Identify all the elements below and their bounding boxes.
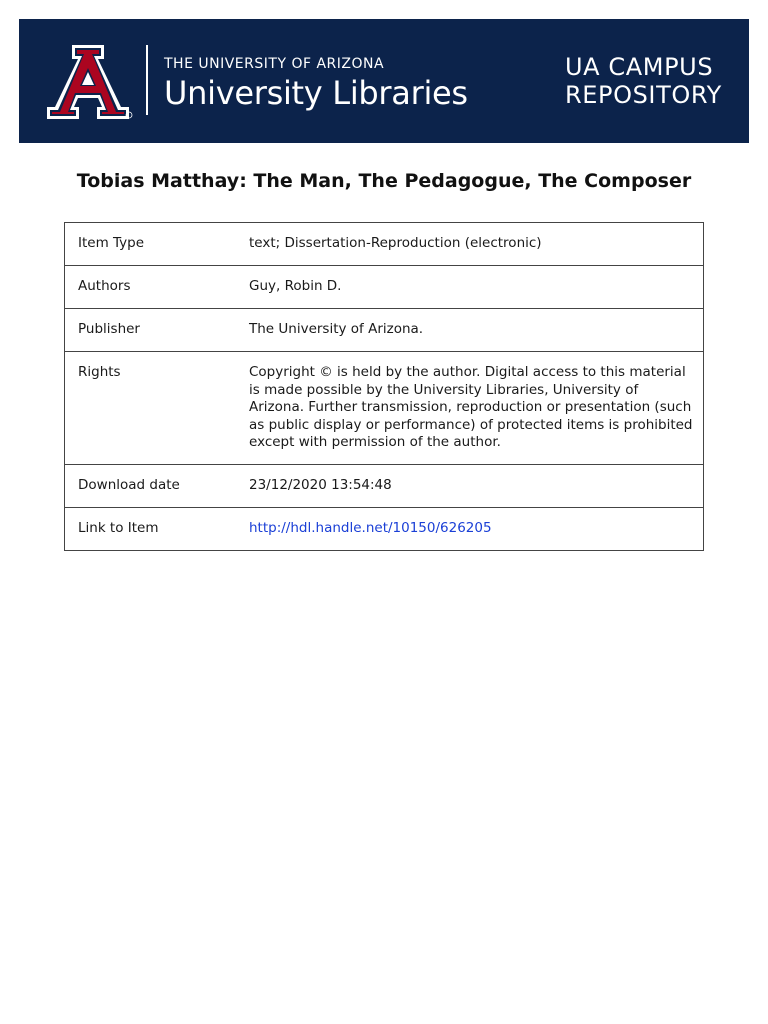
table-row [65, 464, 704, 507]
row-value-cell [238, 352, 704, 465]
item-type-label: Item Type [78, 235, 145, 251]
banner-divider [146, 45, 148, 115]
repository-name-line1: UA CAMPUS [565, 53, 714, 81]
rights-value: Copyright © is held by the author. Digital access to this material is made possible by the University Libraries, University of Arizona. Further transmission, reproduction or presentation (such as public display or performance) of protected items is prohibited except with permission of the author. [249, 364, 693, 450]
download-date-label: Download date [78, 476, 180, 493]
table-row [65, 309, 704, 352]
institution-name-large: University Libraries [164, 74, 468, 112]
row-label-cell [65, 352, 239, 465]
metadata-table [64, 222, 704, 551]
publisher-label: Publisher [78, 321, 140, 337]
item-handle-link[interactable]: http://hdl.handle.net/10150/626205 [249, 519, 492, 536]
institution-name-small: THE UNIVERSITY OF ARIZONA [164, 56, 385, 72]
row-value-cell [238, 266, 704, 309]
row-value-cell [238, 507, 704, 550]
table-row [65, 223, 704, 266]
row-label-cell [65, 266, 239, 309]
row-label-cell [65, 464, 239, 507]
row-label-cell [65, 507, 239, 550]
row-value-cell [238, 309, 704, 352]
table-row [65, 352, 704, 465]
link-to-item-label: Link to Item [78, 519, 159, 536]
item-type-value: text; Dissertation-Reproduction (electronic) [249, 235, 542, 251]
download-date-value: 23/12/2020 13:54:48 [249, 476, 392, 493]
row-label-cell [65, 223, 239, 266]
table-row [65, 266, 704, 309]
authors-label: Authors [78, 278, 131, 294]
publisher-value: The University of Arizona. [249, 321, 424, 337]
table-row [65, 507, 704, 550]
row-value-cell [238, 464, 704, 507]
document-title: Tobias Matthay: The Man, The Pedagogue, The Composer [76, 170, 692, 192]
repository-banner [19, 19, 749, 143]
row-value-cell [238, 223, 704, 266]
rights-label: Rights [78, 364, 121, 380]
authors-value: Guy, Robin D. [249, 278, 342, 294]
university-of-arizona-a-logo-icon [43, 43, 133, 121]
row-label-cell [65, 309, 239, 352]
repository-name-line2: REPOSITORY [565, 81, 722, 109]
